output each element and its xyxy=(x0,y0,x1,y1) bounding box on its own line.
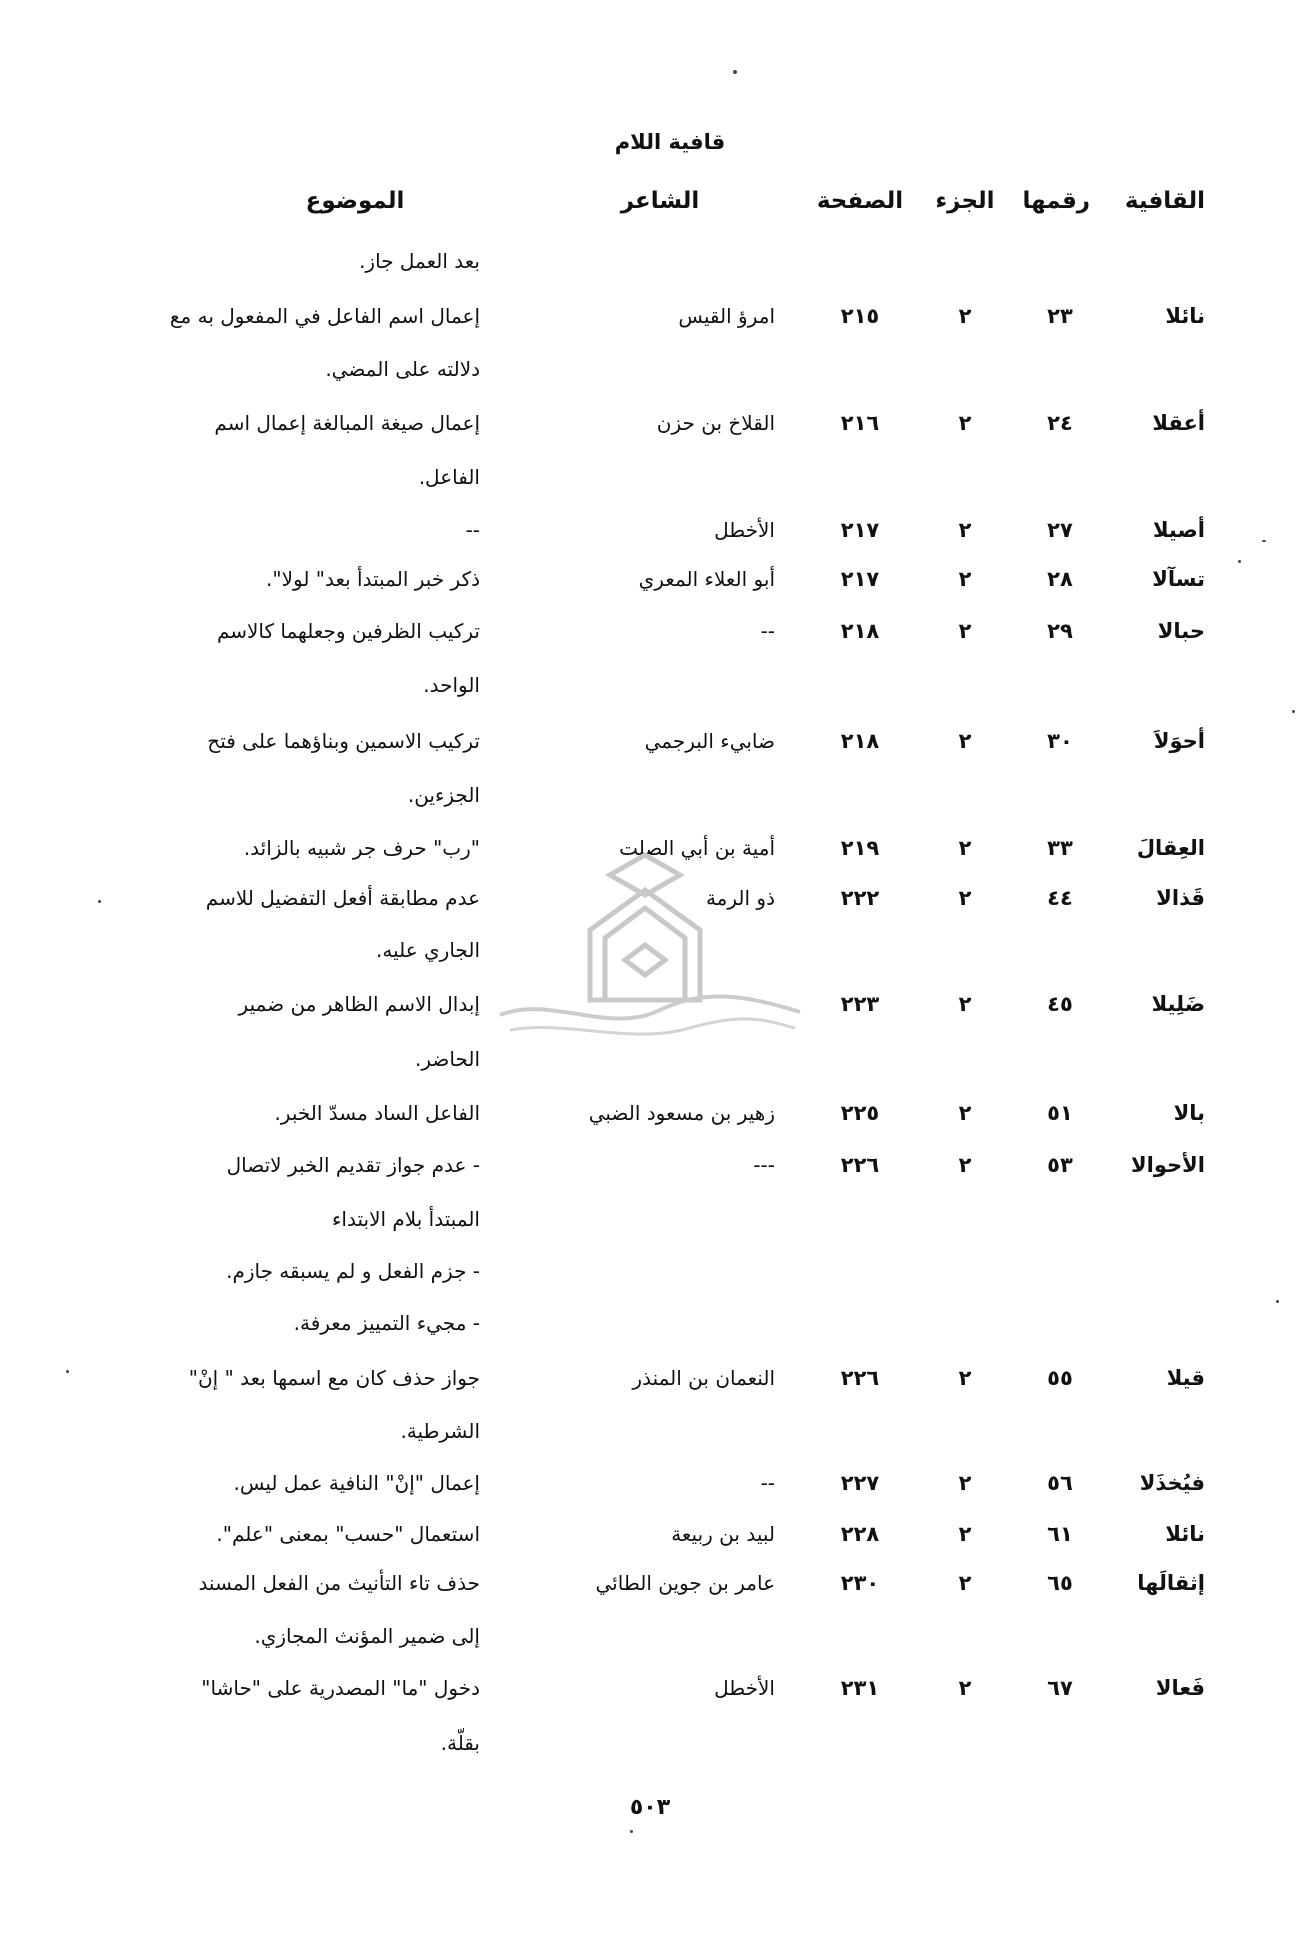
row-volume: ٢ xyxy=(958,729,972,753)
row-topic: - عدم جواز تقديم الخبر لاتصال xyxy=(226,1153,480,1177)
row-volume: ٢ xyxy=(958,567,972,591)
row-volume: ٢ xyxy=(958,886,972,910)
row-volume: ٢ xyxy=(958,992,972,1016)
table-row xyxy=(0,1090,1308,1136)
table-row xyxy=(0,1355,1308,1401)
scan-speck xyxy=(1276,1300,1279,1303)
row-number: ٥١ xyxy=(1047,1101,1073,1125)
row-volume: ٢ xyxy=(958,518,972,542)
row-topic: الواحد. xyxy=(423,673,480,697)
row-page: ٢١٨ xyxy=(840,729,880,753)
row-volume: ٢ xyxy=(958,619,972,643)
row-number: ٢٧ xyxy=(1047,518,1073,542)
row-poet: النعمان بن المنذر xyxy=(632,1366,775,1390)
table-row xyxy=(0,556,1308,602)
row-page: ٢١٧ xyxy=(840,567,880,591)
row-topic: بقلّة. xyxy=(440,1731,480,1755)
row-qafiya: ضَلِيلا xyxy=(1151,992,1205,1016)
row-volume: ٢ xyxy=(958,1522,972,1546)
row-qafiya: حبالا xyxy=(1157,619,1205,643)
row-qafiya: أعقلا xyxy=(1152,411,1205,435)
table-row xyxy=(0,1300,1308,1346)
row-page: ٢٣٠ xyxy=(840,1571,880,1595)
table-row xyxy=(0,346,1308,392)
table-row xyxy=(0,1196,1308,1242)
row-volume: ٢ xyxy=(958,1676,972,1700)
row-number: ٢٩ xyxy=(1047,619,1073,643)
row-topic: - جزم الفعل و لم يسبقه جازم. xyxy=(226,1259,480,1283)
row-volume: ٢ xyxy=(958,304,972,328)
row-volume: ٢ xyxy=(958,1471,972,1495)
row-poet: أمية بن أبي الصلت xyxy=(619,836,775,860)
scan-speck xyxy=(1292,710,1295,713)
header-safha: الصفحة xyxy=(816,188,904,214)
row-topic: جواز حذف كان مع اسمها بعد " إنْ" xyxy=(188,1366,480,1390)
row-volume: ٢ xyxy=(958,1101,972,1125)
row-number: ٥٣ xyxy=(1047,1153,1073,1177)
page-title: قافية اللام xyxy=(614,130,726,154)
row-page: ٢٢٧ xyxy=(840,1471,880,1495)
row-topic: ذكر خبر المبتدأ بعد" لولا". xyxy=(266,567,480,591)
scan-speck xyxy=(98,900,101,903)
row-page: ٢١٦ xyxy=(840,411,880,435)
row-qafiya: نائلا xyxy=(1165,1522,1205,1546)
row-qafiya: تسآلا xyxy=(1152,567,1205,591)
watermark-logo xyxy=(480,850,810,1050)
row-page: ٢١٩ xyxy=(840,836,880,860)
row-volume: ٢ xyxy=(958,411,972,435)
header-raqm: رقمها xyxy=(1022,188,1090,214)
table-row xyxy=(0,293,1308,339)
row-number: ٣٠ xyxy=(1047,729,1073,753)
row-poet: امرؤ القيس xyxy=(678,304,775,328)
table-row xyxy=(0,1613,1308,1659)
row-number: ٦١ xyxy=(1047,1522,1073,1546)
row-topic: إبدال الاسم الظاهر من ضمير xyxy=(238,992,480,1016)
header-qafiya: القافية xyxy=(1124,188,1205,214)
row-topic: "رب" حرف جر شبيه بالزائد. xyxy=(243,836,480,860)
row-page: ٢٢٣ xyxy=(840,992,880,1016)
row-qafiya: قيلا xyxy=(1166,1366,1205,1390)
row-page: ٢٢٢ xyxy=(840,886,880,910)
row-topic: - مجيء التمييز معرفة. xyxy=(293,1311,480,1335)
row-topic: تركيب الظرفين وجعلهما كالاسم xyxy=(216,619,480,643)
row-qafiya: أصيلا xyxy=(1152,518,1205,542)
row-number: ٢٨ xyxy=(1047,567,1073,591)
scan-speck xyxy=(733,70,737,74)
row-qafiya: فَعالا xyxy=(1155,1676,1205,1700)
row-topic: دلالته على المضي. xyxy=(325,357,480,381)
row-page: ٢٢٥ xyxy=(840,1101,880,1125)
row-number: ٤٤ xyxy=(1047,886,1073,910)
row-page: ٢١٨ xyxy=(840,619,880,643)
row-topic: المبتدأ بلام الابتداء xyxy=(332,1207,480,1231)
row-number: ٤٥ xyxy=(1047,992,1073,1016)
table-row xyxy=(0,454,1308,500)
row-poet: الأخطل xyxy=(714,1676,775,1700)
row-number: ٢٣ xyxy=(1047,304,1073,328)
row-topic: دخول "ما" المصدرية على "حاشا" xyxy=(201,1676,480,1700)
row-number: ٦٥ xyxy=(1047,1571,1073,1595)
row-qafiya: أحوَلاَ xyxy=(1153,729,1205,753)
row-page: ٢٢٦ xyxy=(840,1153,880,1177)
row-poet: -- xyxy=(760,619,775,643)
row-topic: عدم مطابقة أفعل التفضيل للاسم xyxy=(205,886,480,910)
table-row xyxy=(0,1665,1308,1711)
row-topic: الجزءين. xyxy=(407,783,480,807)
row-qafiya: فيُخذَلا xyxy=(1139,1471,1205,1495)
header-shair: الشاعر xyxy=(620,188,700,214)
row-poet: -- xyxy=(760,1471,775,1495)
table-row xyxy=(0,1408,1308,1454)
table-row xyxy=(0,1248,1308,1294)
row-volume: ٢ xyxy=(958,836,972,860)
row-qafiya: قَذالا xyxy=(1156,886,1205,910)
row-topic: حذف تاء التأنيث من الفعل المسند xyxy=(198,1571,480,1595)
row-poet: عامر بن جوين الطائي xyxy=(595,1571,775,1595)
row-topic: استعمال "حسب" بمعنى "علم". xyxy=(216,1522,480,1546)
row-page: ٢٣١ xyxy=(840,1676,880,1700)
row-volume: ٢ xyxy=(958,1571,972,1595)
table-row xyxy=(0,507,1308,553)
row-topic: إعمال "إنْ" النافية عمل ليس. xyxy=(233,1471,480,1495)
table-row xyxy=(0,662,1308,708)
row-topic: الحاضر. xyxy=(414,1047,480,1071)
row-topic: إعمال صيغة المبالغة إعمال اسم xyxy=(214,411,480,435)
row-page: ٢١٥ xyxy=(840,304,880,328)
row-qafiya: نائلا xyxy=(1165,304,1205,328)
row-qafiya: بالا xyxy=(1173,1101,1205,1125)
row-topic: -- xyxy=(465,518,480,542)
row-topic: إلى ضمير المؤنث المجازي. xyxy=(254,1624,480,1648)
row-poet: الأخطل xyxy=(714,518,775,542)
scan-speck xyxy=(66,1370,69,1373)
row-page: ٢٢٨ xyxy=(840,1522,880,1546)
row-topic: إعمال اسم الفاعل في المفعول به مع xyxy=(169,304,480,328)
row-topic: الشرطية. xyxy=(400,1419,480,1443)
row-qafiya: الأحوالا xyxy=(1131,1153,1205,1177)
scan-speck xyxy=(630,1830,633,1833)
row-poet: زهير بن مسعود الضبي xyxy=(588,1101,775,1125)
row-poet: ضابيء البرجمي xyxy=(644,729,775,753)
table-row xyxy=(0,400,1308,446)
row-qafiya: إثقالَها xyxy=(1137,1571,1205,1595)
row-poet: ذو الرمة xyxy=(705,886,775,910)
row-volume: ٢ xyxy=(958,1366,972,1390)
row-poet: أبو العلاء المعري xyxy=(638,567,775,591)
table-row xyxy=(0,772,1308,818)
table-row xyxy=(0,1460,1308,1506)
row-number: ٦٧ xyxy=(1047,1676,1073,1700)
header-mawdu: الموضوع xyxy=(305,188,405,214)
table-row xyxy=(0,1720,1308,1766)
scan-speck xyxy=(1238,560,1241,563)
table-row xyxy=(0,238,1308,284)
row-volume: ٢ xyxy=(958,1153,972,1177)
scan-speck xyxy=(1262,540,1266,542)
row-poet: القلاخ بن حزن xyxy=(656,411,775,435)
row-topic: الجاري عليه. xyxy=(376,938,480,962)
row-number: ٢٤ xyxy=(1047,411,1073,435)
header-juz: الجزء xyxy=(935,188,995,214)
table-row xyxy=(0,608,1308,654)
table-row xyxy=(0,718,1308,764)
row-number: ٣٣ xyxy=(1047,836,1073,860)
row-topic: الفاعل. xyxy=(418,465,480,489)
row-page: ٢١٧ xyxy=(840,518,880,542)
row-number: ٥٥ xyxy=(1047,1366,1073,1390)
row-topic: بعد العمل جاز. xyxy=(359,249,480,273)
row-topic: تركيب الاسمين وبناؤهما على فتح xyxy=(207,729,480,753)
row-qafiya: العِقالَ xyxy=(1136,836,1205,860)
row-number: ٥٦ xyxy=(1047,1471,1073,1495)
row-page: ٢٢٦ xyxy=(840,1366,880,1390)
row-poet: --- xyxy=(753,1153,775,1177)
table-row xyxy=(0,1560,1308,1606)
row-poet: لبيد بن ربيعة xyxy=(671,1522,775,1546)
row-topic: الفاعل الساد مسدّ الخبر. xyxy=(274,1101,480,1125)
table-row xyxy=(0,1142,1308,1188)
page-number: ٥٠٣ xyxy=(629,1795,671,1820)
table-row xyxy=(0,1511,1308,1557)
